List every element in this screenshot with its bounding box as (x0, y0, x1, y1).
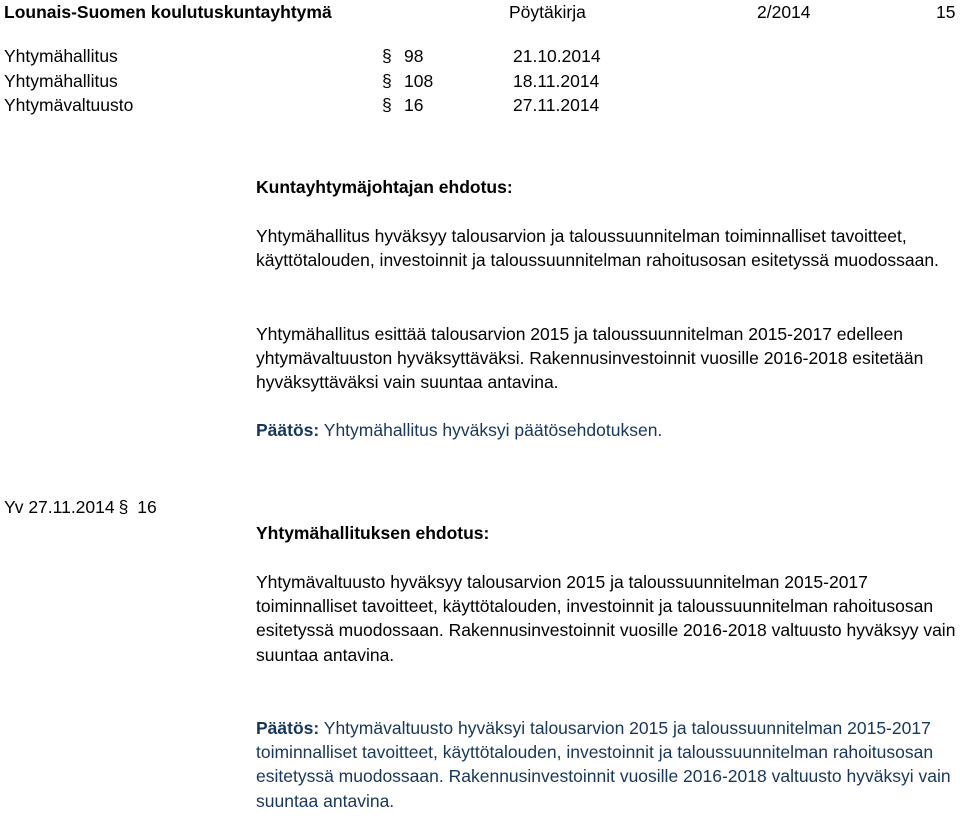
council-decision (256, 716, 956, 813)
reference-section: 108 (404, 71, 434, 91)
reference-row (4, 71, 704, 95)
reference-body: Yhtymähallitus (4, 46, 118, 66)
section-sign: § (382, 71, 392, 91)
decision-label: Päätös: (256, 420, 320, 440)
section-sign: § (118, 497, 129, 517)
board-proposal-paragraph: Yhtymähallitus esittää talousarvion 2015 ja taloussuunnitelman 2015-2017 edelleen yhtymävaltuuston hyväksyttäväksi. Rakennusinvestoinnit vuosille 2016-2018 esitetään hyväksyttäväksi vain suuntaa antavina. (256, 324, 924, 393)
council-proposal-heading: Yhtymähallituksen ehdotus: (256, 523, 490, 543)
reference-body: Yhtymävaltuusto (4, 95, 134, 115)
decision-label: Päätös: (256, 718, 320, 738)
document-number: 2/2014 (757, 2, 811, 22)
section-sign: § (382, 46, 392, 66)
reference-date: 18.11.2014 (513, 71, 600, 91)
board-proposal-paragraph: Yhtymähallitus hyväksyy talousarvion ja taloussuunnitelman toiminnalliset tavoitteet, käyttötalouden, investoinnit ja taloussuunnitelman rahoitusosan esitetyssä muodossaan. (256, 226, 939, 271)
page-number: 15 (936, 2, 956, 22)
organization-name: Lounais-Suomen koulutuskuntayhtymä (4, 2, 332, 22)
decision-text: Yhtymähallitus hyväksyi päätösehdotuksen. (323, 420, 663, 440)
reference-body: Yhtymähallitus (4, 71, 118, 91)
reference-row (4, 95, 704, 119)
reference-row (4, 46, 704, 70)
margin-reference (4, 497, 161, 518)
document-type: Pöytäkirja (509, 2, 586, 22)
board-proposal-heading: Kuntayhtymäjohtajan ehdotus: (256, 177, 513, 197)
board-decision (256, 420, 956, 441)
reference-date: 27.11.2014 (513, 95, 600, 115)
reference-section: 16 (404, 95, 424, 115)
reference-section: 98 (404, 46, 424, 66)
margin-reference-section: 16 (137, 497, 157, 517)
margin-reference-body: Yv 27.11.2014 (4, 497, 115, 517)
reference-date: 21.10.2014 (513, 46, 601, 66)
section-sign: § (382, 95, 392, 115)
council-proposal-paragraph: Yhtymävaltuusto hyväksyy talousarvion 2015 ja taloussuunnitelman 2015-2017 toiminnalliset tavoitteet, käyttötalouden, investoinnit ja taloussuunnitelman rahoitusosan esitetyssä muodossaan. Rakennusinvestoinnit vuosille 2016-2018 valtuusto hyväksyy vain suuntaa antavina. (256, 572, 956, 665)
decision-text: Yhtymävaltuusto hyväksyi talousarvion 2015 ja taloussuunnitelman 2015-2017 toiminnalliset tavoitteet, käyttötalouden, investoinnit ja taloussuunnitelman rahoitusosan esitetyssä muodossaan. Rakennusinvestoinnit vuosille 2016-2018 valtuusto hyväksyi vain suuntaa antavina. (256, 718, 951, 811)
